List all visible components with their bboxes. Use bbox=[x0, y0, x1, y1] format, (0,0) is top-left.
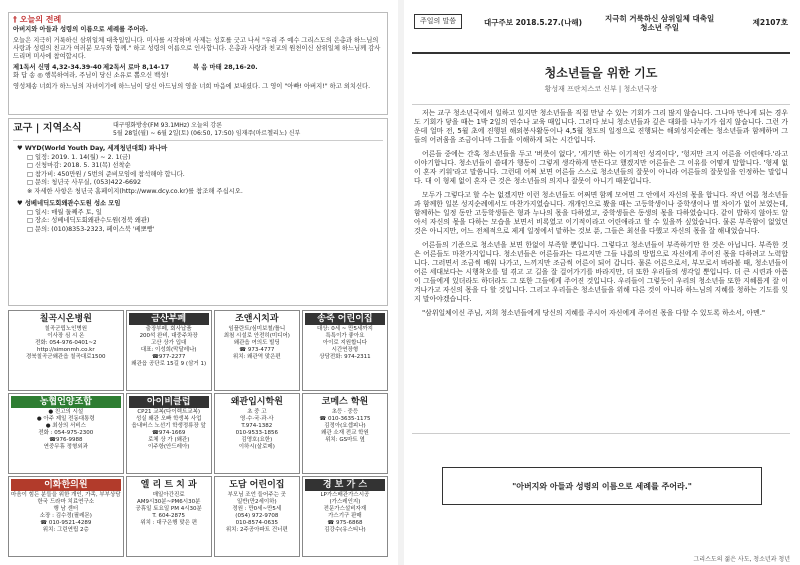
ad-title: 농협언양조합 bbox=[11, 396, 121, 408]
ad-line: AM9시30분~PM6시30분 bbox=[136, 499, 201, 505]
wyd-item: □ 신청마감: 2018. 5. 31(목) 선착순 bbox=[27, 162, 131, 169]
reading-gospel: 복 음 마태 28,16-20. bbox=[193, 64, 258, 71]
ad-line: ☎ 010-9521-4289 bbox=[40, 520, 92, 526]
article-byline: 황성재 프란치스코 신부 | 청소년국장 bbox=[544, 85, 658, 93]
ad-title: 코메스 학원 bbox=[321, 397, 369, 407]
left-page bbox=[8, 12, 390, 557]
ad-line: 행 남 센터 bbox=[53, 506, 79, 512]
ad-title: 금산부페 bbox=[129, 313, 209, 325]
ad-title: 조앤시치과 bbox=[235, 314, 279, 324]
right-page bbox=[412, 12, 790, 563]
ad-line: ☎974-1669 bbox=[152, 430, 186, 436]
ad-line: ● 최상의 서비스 bbox=[45, 423, 86, 429]
ad-line: 대표: 이성희(막달레나) bbox=[140, 347, 197, 353]
ad-line: ☎976-9988 bbox=[49, 437, 83, 443]
section-tag: 주일의 말씀 bbox=[414, 14, 462, 29]
ad-subtitle: 초 중 고 bbox=[247, 409, 267, 415]
footer-credit: 그리스도의 젊은 사도, 청소년과 청년 bbox=[693, 556, 790, 563]
ad-title: 왜관입시학원 bbox=[230, 397, 283, 407]
motto-text: "아버지와 아들과 성령의 이름으로 세례를 주어라." bbox=[512, 481, 692, 491]
ad-line: 영·수·국·과·사 bbox=[240, 416, 274, 422]
ad-line: 위치 : 대구은행 맞은 편 bbox=[140, 520, 198, 526]
ad-title: 이화한의원 bbox=[11, 479, 121, 491]
ad-line: 왜관 소재 전교 학원 bbox=[321, 430, 369, 436]
ad-line: 김정아(요셉피나) bbox=[324, 423, 366, 429]
ad-box bbox=[126, 310, 212, 391]
ad-line: 010-8574-0635 bbox=[235, 520, 279, 526]
ad-subtitle: 초등 · 중등 bbox=[331, 409, 359, 415]
liturgy-title: † 오늘의 전례 bbox=[13, 15, 62, 24]
retreat-title: ♥ 성베네딕도회왜관수도원 성소 모임 bbox=[17, 200, 121, 207]
ad-line: http://simonmh.co.kr bbox=[37, 347, 95, 353]
ad-box bbox=[302, 310, 388, 391]
article-paragraph: 모두가 그렇다고 할 수는 없겠지만 이런 청소년들도 어쩌면 함께 모여면 그 안에서 자신의 몫을 합니다. 작년 여름 청소년들과 함께한 일본 성지순례에서도 마찬가지였습니다. 개개인으로 봤을 때는 고등학생이나 중학생이나 별 차이가 없어 보였는데, 함께하는 일정 동안 고등학생들은 형과 누나의 몫을 다하였고, 중학생들은 동생의 몫을 다하였습니다. 같이 밥하지 않아도 알아서 자신의 몫을 다하는 모습을 보면서 비록였고 이기적이라고 어린애라고 할 수 있을까 싶었습니다. 물론 부족함이 없었던 것은 아니지만, 어느 전체적으로 제게 일정에서 맡하는 것보 푼, 그들은 최선을 다했고 자신의 몫을 잘 해내었습니다. bbox=[414, 191, 788, 235]
ad-line: (가스레인지) bbox=[329, 499, 361, 505]
bulletin-header bbox=[412, 12, 790, 54]
broadcast-info bbox=[113, 122, 300, 138]
ad-subtitle: 출장부페, 회사납품 bbox=[145, 326, 192, 332]
ad-line: 상담전화: 974-2311 bbox=[319, 354, 371, 360]
wyd-title: ♥ WYD(World Youth Day, 세계청년대회) 파나마 bbox=[17, 145, 168, 152]
ad-line: 전화: 054-976-0401~2 bbox=[35, 340, 97, 346]
ad-subtitle: 칠곡군립노인병원 bbox=[44, 326, 88, 332]
broadcast-line: 대구평화방송(FM 93.1MHz) 오늘의 강론 bbox=[113, 122, 222, 129]
retreat-item: □ 문의: (010)8353-2323, 페이스북 '베뽀빵' bbox=[27, 225, 155, 233]
ad-box bbox=[126, 393, 212, 474]
advertisements-grid bbox=[8, 310, 388, 557]
ad-line: 한국 드라마 치료연구소 bbox=[37, 499, 95, 505]
ad-line: 정원 : 만0세~만5세 bbox=[232, 506, 282, 512]
page-gutter bbox=[398, 0, 404, 565]
ad-line: 로체 상 가 (왜관) bbox=[147, 437, 190, 443]
ad-line: ☎ 973-4777 bbox=[239, 347, 275, 353]
ad-title: 송죽 어린이집 bbox=[305, 313, 385, 325]
wyd-item: □ 문의: 청년국 사무실, (053)422-6692 bbox=[27, 179, 141, 186]
ad-line: 이하시(살로메) bbox=[238, 444, 275, 450]
ad-line: 소장 : 김수정(필레몬) bbox=[39, 513, 92, 519]
ad-line: 연중무휴 정형외과 bbox=[43, 444, 88, 450]
ad-line: ☎977-2277 bbox=[152, 354, 186, 360]
retreat-item: □ 일시: 매월 둘째주 토, 일 bbox=[27, 208, 102, 216]
ad-line: 200석 완비, 대중주차장 bbox=[139, 333, 198, 339]
ad-line: 고산 상가 입대 bbox=[150, 340, 187, 346]
ad-box bbox=[214, 310, 300, 391]
ad-line: 왜관읍 여의도 빌딩 bbox=[233, 340, 280, 346]
ad-line: 가스기구 판매 bbox=[328, 513, 362, 519]
ad-title: 경 보 가 스 bbox=[305, 479, 385, 491]
ad-line: 이사장 심 시 온 bbox=[47, 333, 85, 339]
ad-title: 엘 리 트 치 과 bbox=[140, 480, 197, 490]
ad-line: T. 604-2875 bbox=[152, 513, 186, 519]
ad-line: ● 아주 제일 전동대통령 bbox=[36, 416, 95, 422]
ad-box bbox=[214, 393, 300, 474]
ad-line: 경북칠곡군왜관읍 칠곡대로1500 bbox=[26, 354, 106, 360]
article-title: 청소년들을 위한 기도 bbox=[544, 66, 658, 80]
ad-line: 위치: GS마트 옆 bbox=[325, 437, 365, 443]
retreat-event bbox=[17, 200, 383, 234]
ad-box bbox=[8, 393, 124, 474]
ad-subtitle: 임플란트/심미보철/틀니 bbox=[228, 326, 286, 332]
wyd-event bbox=[17, 145, 383, 196]
wyd-item: □ 일정: 2019. 1. 14(월) ~ 2. 1(금) bbox=[27, 153, 131, 161]
article-body bbox=[412, 104, 790, 434]
ad-line: 전화 : 054-975-2300 bbox=[38, 430, 94, 436]
ad-line: 최첨 시설로 안전히(미디어) bbox=[223, 333, 290, 339]
ad-line: 위치: 왜관역 맞은편 bbox=[232, 354, 281, 360]
article-paragraph: 저는 교구 청소년국에서 일하고 있지만 청소년들을 직접 만날 수 있는 기회가 그리 많지 않습니다. 그나마 만나게 되는 경우도 기회가 닿을 때는 1박 2일의 연수나 교육 때입니다. 그러다 보니 청소년들과 깊은 대화를 나누기가 쉽지 않습니다. 그런 가운데 얼마 전, 5월 초에 진행된 해외봉사활동이나 4,5월 청도의 일정으로 진행되는 해외성지순례는 청소년들과 함께하며 그들의 어려움을 조금이나마 그들을 이해하게 되는 시간입니다. bbox=[414, 109, 788, 144]
ad-line: 성실 왜관 오빠 학생복 사업 bbox=[135, 416, 202, 422]
ad-line: 공휴일 토요일 PM 4시30분 bbox=[135, 506, 202, 512]
article-prayer: "삼위일체이신 주님, 저희 청소년들에게 당신의 지혜를 주시어 자신에게 주어진 몫을 다할 수 있도록 하소서, 아멘." bbox=[422, 309, 766, 317]
ad-box bbox=[302, 476, 388, 557]
ad-line: 읍내버스 노선기 학생정류장 앞 bbox=[131, 423, 206, 429]
ad-subtitle: 매일아간진료 bbox=[152, 492, 185, 498]
ad-line: 일반(만2세이하) bbox=[236, 499, 277, 505]
liturgy-box bbox=[8, 12, 388, 115]
ad-line: 이주항(안드레아) bbox=[147, 444, 190, 450]
ad-subtitle: LP가스배관가스시공 bbox=[320, 492, 370, 498]
ad-box bbox=[302, 393, 388, 474]
ad-line: 김영호(요한) bbox=[241, 437, 273, 443]
readings-list bbox=[13, 64, 383, 72]
ad-title: 도담 어린이집 bbox=[229, 480, 285, 490]
wyd-item: □ 참가비: 450만원 / 5번의 준비모임에 참석해야 합니다. bbox=[27, 170, 185, 178]
ad-line: 김강수(유스티나) bbox=[324, 527, 366, 533]
news-title: 교구 | 지역소식 bbox=[13, 123, 82, 134]
communion-antiphon: 영성체송 너희가 하느님의 자녀이기에 하느님이 당신 아드님의 영을 너희 마음에 보내셨다. 그 영이 "아빠! 아버지!" 하고 외치신다. bbox=[13, 83, 371, 90]
ad-box bbox=[214, 476, 300, 557]
psalm-response: 화 답 송 ◎ 행복하여라, 주님이 당신 소유로 뽑으신 백성! bbox=[13, 72, 169, 79]
ad-line: 시간연장형 bbox=[331, 347, 359, 353]
ad-box bbox=[126, 476, 212, 557]
ad-line: 위치: 그린연립 2층 bbox=[42, 527, 89, 533]
article-paragraph: 어른들 중에는 간혹 청소년들을 두고 '버릇이 없다', '게기만 하는 이기적인 성격이다', '헝저만 크지 어른을 어린애다.'라고 이야기합니다. 청소년들이 쓸데가 행동이 그렇게 생각하게 만든다고 했겠지만 어른들은 그 이유를 어떻게 말합니다. '형제 없이 혼자 키워'라고 말씀니다. 그런데 어쩌 보면 어른들 스스로 청소년들의 잘못이 아니라 어른들의 잘못일을 인정하는 말입니다. 대 이 형제 없이 혼자 큰 것은 청소년들의 의지나 잘못이 아니기 때문입니다. bbox=[414, 150, 788, 185]
ad-line: ☎ 975-6868 bbox=[327, 520, 363, 526]
liturgy-headline: 아버지와 아들과 성령의 이름으로 세례를 주어라. bbox=[13, 26, 149, 33]
issue-date: 대구주보 2018.5.27.(나해) bbox=[484, 18, 583, 27]
ad-box bbox=[8, 476, 124, 557]
ad-line: 위치: 2주공아파트 건너편 bbox=[225, 527, 288, 533]
ad-subtitle: ● 친고의 시설 bbox=[48, 409, 84, 415]
ad-line: T.974-1382 bbox=[241, 423, 273, 429]
ad-line: ☎ 010-3635-1175 bbox=[319, 416, 371, 422]
reading-first: 제1독서 신명 4,32-34.39-40 bbox=[13, 64, 102, 71]
ad-subtitle: 대상: 0세 ~ 만5세까지 bbox=[316, 326, 373, 332]
wyd-item: ※ 자세한 사항은 청년국 홈페이지(http://www.dcy.co.kr)를 참조해 주십시오. bbox=[27, 187, 243, 195]
ad-line: 아이로 지원합니다 bbox=[322, 340, 368, 346]
liturgy-description: 오늘은 지극히 거룩하신 삼위일체 대축일입니다. 미사를 시작하며 사제는 성호를 긋고 나서 "우리 주 예수 그리스도의 은총과 하느님의 사랑과 성령의 친교가 여러분 모두와 함께." 하고 성령의 이름으로 인사합니다. 은총과 사랑과 친교의 원천이신 삼위일체 하느님께 감사드리며 미사에 참여합시다. bbox=[13, 37, 381, 60]
issue-number: 제2107호 bbox=[752, 18, 788, 27]
ad-line: 010-9533-1856 bbox=[235, 430, 279, 436]
broadcast-schedule: 5월 28일(월) ~ 6월 2일(토) (06:50, 17:50) 임재주(마르첼리노) 신부 bbox=[113, 130, 301, 137]
ad-line: (054) 972-9708 bbox=[235, 513, 279, 519]
reading-second: 제2독서 로마 8,14-17 bbox=[103, 64, 170, 71]
ad-line: 특특이가 좋아요 bbox=[325, 333, 365, 339]
ad-subtitle: 마음이 힘든 분들을 위한 개인, 가족, 부부상담 bbox=[11, 492, 121, 498]
retreat-item: □ 장소: 성베네딕도회왜관수도원(경북 왜관) bbox=[27, 217, 150, 224]
ad-title: 칠곡시온병원 bbox=[39, 314, 92, 324]
article-paragraph: 어른들의 기준으로 청소년을 보면 한없이 부족할 뿐입니다. 그렇다고 청소년들이 부족하기만 한 것은 아닙니다. 부족한 것은 어른들도 마찬가지입니다. 청소년들은 어른들과는 다르지만 그들 나름의 방법으로 자신에게 주어진 몫을 다하려고 노력합니다. 그러면서 조금씩 배워 나가고, 느끼지만 조금씩 어른이 되어 갑니다. 물론 어른으로서, 부모로서 바라볼 때, 청소년들이 어른 세대보다는 시행착오를 덜 겪고 고 길을 잘 걸어가기를 바라지만, 더 또한 우리들의 생각일 뿐입니다. 더 큰 시련과 아픔이 그들에게 있더라도 하더라도 그 또한 그들에게 주어진 것입니다. 우리들이 그렇듯이 우리의 청소년들 또한 지혜롭게 잘 이겨나가고 자신의 몫을 다 할 것입니다. 그리고 우리들은 청소년들을 위해 다른 것이 아니라 하느님의 지혜를 청하는 기도를 잊지 말아야겠습니다. bbox=[414, 241, 788, 303]
ad-line: 왜관읍 공단로 15길 9 (삼거 1) bbox=[131, 361, 207, 367]
ad-line: 전문가스설비자재 bbox=[323, 506, 367, 512]
diocese-news bbox=[8, 118, 388, 306]
ad-title: 아이비클럽 bbox=[129, 396, 209, 408]
motto-box bbox=[442, 467, 762, 505]
ad-subtitle: 부모님 조언 들어주는 곳 bbox=[227, 492, 286, 498]
ad-box bbox=[8, 310, 124, 391]
ad-subtitle: CP21 교복(다이렉트교복) bbox=[137, 409, 201, 415]
sunday-name: 지극히 거룩하신 삼위일체 대축일 청소년 주일 bbox=[605, 14, 715, 32]
news-header bbox=[13, 122, 383, 141]
